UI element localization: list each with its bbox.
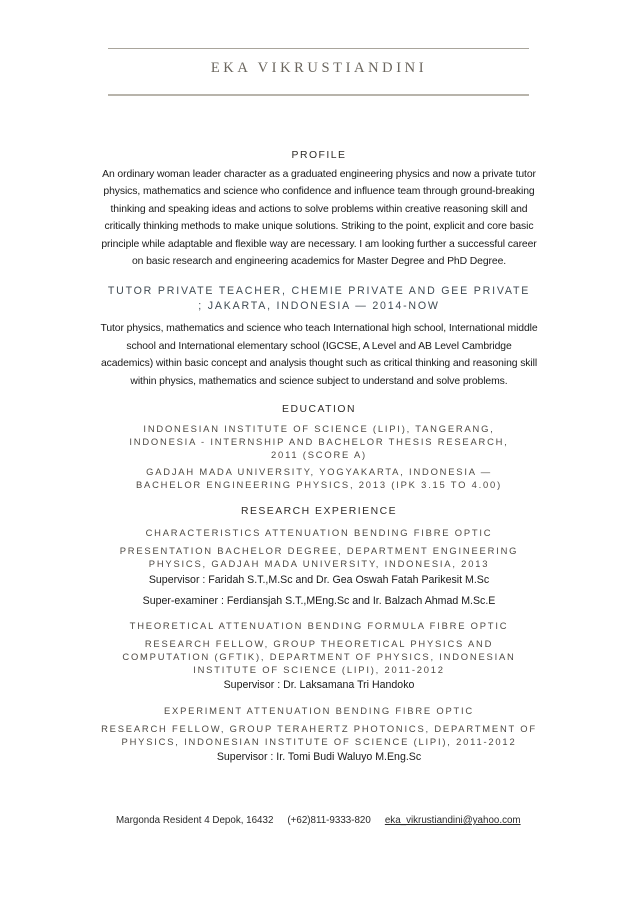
profile-text: An ordinary woman leader character as a graduated engineering physics and now a private tutor physics, mathematics and science who confidence and influence team through ground-breaking thinking and speaking ideas and actions to solve problems within creative reasoning skill and critically thinking methods to make unique solutions. Striking to the point, explicit and core basic principle while adaptable and flexible way are necessary. I am looking further a successful career on basic research and engineering academics for Master Degree and PhD Degree. bbox=[101, 169, 537, 268]
research-item-1-supervisor: Supervisor : Faridah S.T.,M.Sc and Dr. Gea Oswah Fatah Parikesit M.Sc bbox=[148, 574, 490, 587]
footer-phone: (+62)811-9333-820 bbox=[287, 815, 371, 826]
header-bottom-rule bbox=[108, 94, 529, 96]
research-item-1-role: PRESENTATION BACHELOR DEGREE, DEPARTMENT ENGINEERING PHYSICS, GADJAH MADA UNIVERSITY, INDONESIA, 2013 bbox=[119, 545, 519, 570]
research-item-1-examiner: Super-examiner : Ferdiansjah S.T.,MEng.Sc and Ir. Balzach Ahmad M.Sc.E bbox=[142, 595, 496, 608]
research-item-2-supervisor: Supervisor : Dr. Laksamana Tri Handoko bbox=[223, 679, 415, 692]
footer-address: Margonda Resident 4 Depok, 16432 bbox=[116, 815, 274, 826]
research-item-2-role: RESEARCH FELLOW, GROUP THEORETICAL PHYSICS AND COMPUTATION (GFTIK), DEPARTMENT OF PHYSICS, INDONESIAN INSTITUTE OF SCIENCE (LIPI), 2011-2012 bbox=[122, 638, 516, 676]
resume-content bbox=[100, 149, 538, 766]
footer-contact bbox=[116, 815, 536, 826]
research-title: RESEARCH EXPERIENCE bbox=[240, 506, 398, 518]
footer-email-link[interactable]: eka_vikrustiandini@yahoo.com bbox=[384, 815, 521, 826]
job-text: Tutor physics, mathematics and science who teach International high school, International middle school and International elementary school (IGCSE, A Level and AB Level Cambridge academics) within basic concept and analysis thought such as critical thinking and reasoning skill within physics, mathematics and science subject to understand and solve problems. bbox=[100, 323, 538, 387]
education-item-lipi: INDONESIAN INSTITUTE OF SCIENCE (LIPI), TANGERANG, INDONESIA - INTERNSHIP AND BACHELOR THESIS RESEARCH, 2011 (SCORE A) bbox=[129, 423, 509, 461]
resume-name: EKA VIKRUSTIANDINI bbox=[210, 60, 428, 76]
profile-title: PROFILE bbox=[291, 150, 347, 161]
education-item-ugm: GADJAH MADA UNIVERSITY, YOGYAKARTA, INDONESIA — BACHELOR ENGINEERING PHYSICS, 2013 (IPK 3.15 TO 4.00) bbox=[136, 466, 502, 491]
research-item-3-heading: EXPERIMENT ATTENUATION BENDING FIBRE OPTIC bbox=[164, 705, 474, 717]
job-title: TUTOR PRIVATE TEACHER, CHEMIE PRIVATE AND GEE PRIVATE ; JAKARTA, INDONESIA — 2014-NOW bbox=[107, 285, 531, 312]
research-item-1-heading: CHARACTERISTICS ATTENUATION BENDING FIBRE OPTIC bbox=[145, 527, 493, 539]
education-title: EDUCATION bbox=[282, 404, 356, 416]
research-item-3-role: RESEARCH FELLOW, GROUP TERAHERTZ PHOTONICS, DEPARTMENT OF PHYSICS, INDONESIAN INSTITUTE OF SCIENCE (LIPI), 2011-2012 bbox=[101, 723, 537, 748]
header-top-rule bbox=[108, 48, 529, 49]
research-item-2-heading: THEORETICAL ATTENUATION BENDING FORMULA FIBRE OPTIC bbox=[129, 620, 509, 632]
research-item-3-supervisor: Supervisor : Ir. Tomi Budi Waluyo M.Eng.Sc bbox=[216, 751, 422, 764]
